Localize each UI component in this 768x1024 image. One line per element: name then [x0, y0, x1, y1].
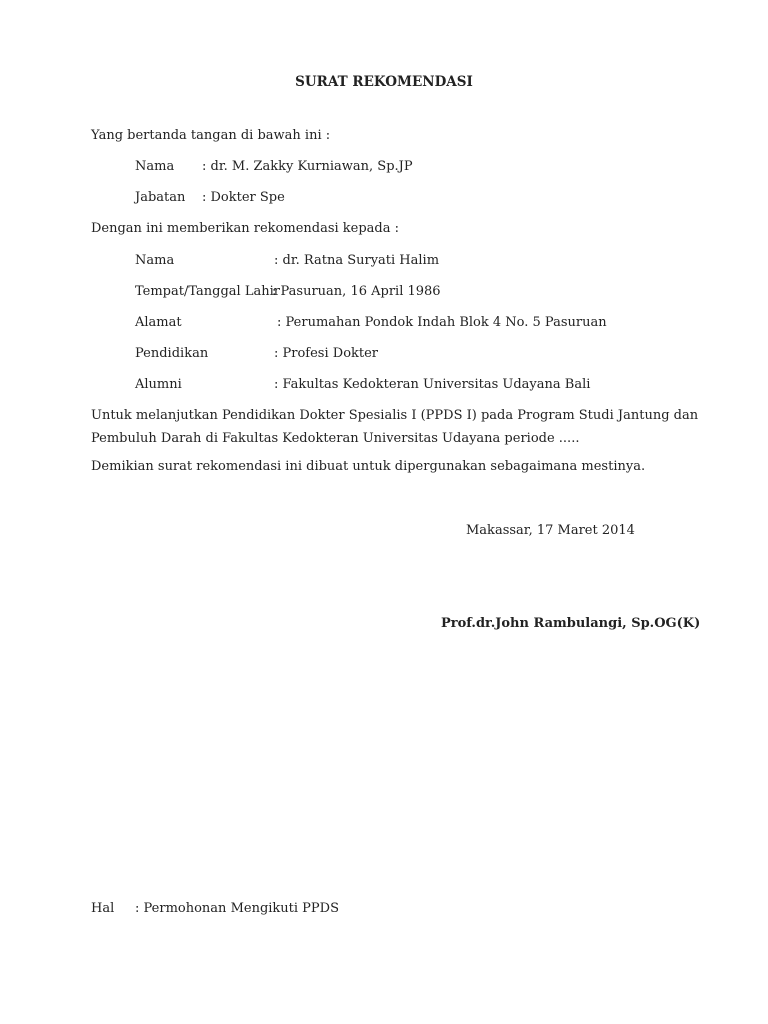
- subject-value: : Permohonan Mengikuti PPDS: [135, 901, 340, 916]
- recipient-name-value: : dr. Ratna Suryati Halim: [274, 253, 440, 268]
- recipient-address-value: : Perumahan Pondok Indah Blok 4 No. 5 Pasuruan: [277, 315, 607, 330]
- recipient-education-value: : Profesi Dokter: [274, 346, 379, 361]
- signature-name: Prof.dr.John Rambulangi, Sp.OG(K): [441, 616, 701, 631]
- recipient-alumni-label: Alumni: [135, 377, 182, 392]
- recipient-address-label: Alamat: [135, 315, 182, 330]
- subject-label: Hal: [91, 901, 115, 916]
- signer-name-label: Nama: [135, 159, 175, 174]
- recipient-alumni-value: : Fakultas Kedokteran Universitas Udayana Bali: [274, 377, 591, 392]
- recipient-birth-value: : Pasuruan, 16 April 1986: [272, 284, 441, 299]
- letter-title: SURAT REKOMENDASI: [295, 74, 473, 90]
- closing-text: Demikian surat rekomendasi ini dibuat untuk dipergunakan sebagaimana mestinya.: [91, 459, 646, 474]
- recipient-education-label: Pendidikan: [135, 346, 209, 361]
- purpose-text-line-2: Pembuluh Darah di Fakultas Kedokteran Universitas Udayana periode .....: [91, 431, 580, 446]
- signer-name-value: : dr. M. Zakky Kurniawan, Sp.JP: [202, 159, 413, 174]
- recipient-name-label: Nama: [135, 253, 175, 268]
- recommend-intro-text: Dengan ini memberikan rekomendasi kepada :: [91, 221, 400, 236]
- purpose-text-line-1: Untuk melanjutkan Pendidikan Dokter Spesialis I (PPDS I) pada Program Studi Jantung dan: [91, 408, 699, 423]
- signer-position-value: : Dokter Spe: [202, 190, 285, 205]
- place-date: Makassar, 17 Maret 2014: [466, 523, 635, 538]
- intro-text: Yang bertanda tangan di bawah ini :: [91, 128, 331, 143]
- signer-position-label: Jabatan: [135, 190, 186, 205]
- recipient-birth-label: Tempat/Tanggal Lahir: [135, 284, 280, 299]
